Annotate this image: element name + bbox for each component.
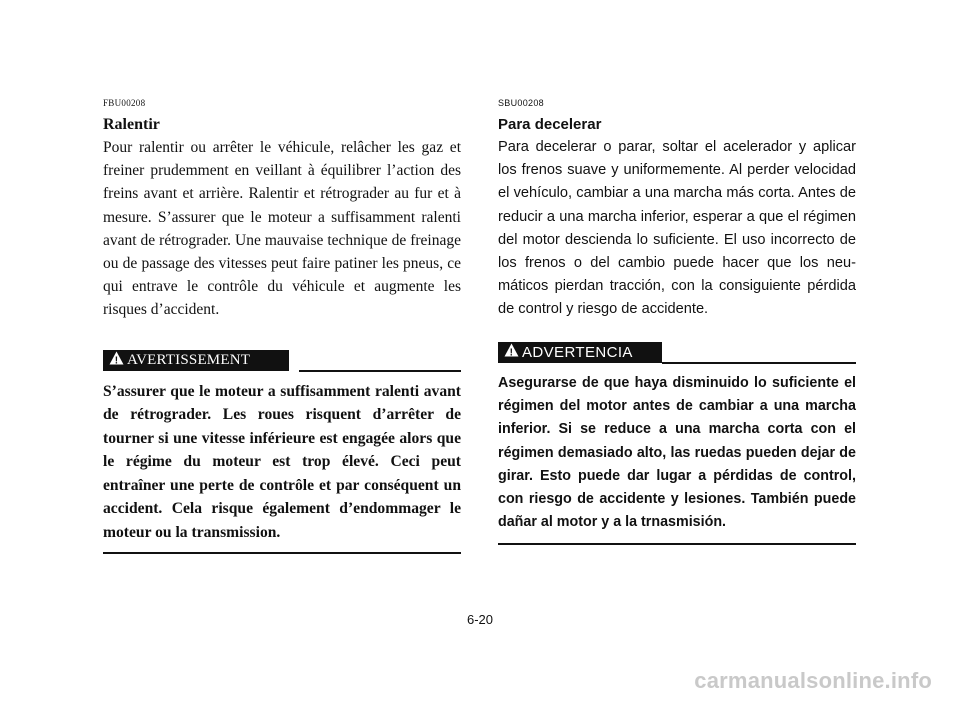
section-code: FBU00208	[103, 98, 146, 108]
warning-header	[103, 350, 461, 372]
warning-text: S’assurer que le moteur a suffisamment ralenti avant de rétrograder. Les roues risquent d’arrêter de tourner si une vitesse inférieure est engagée alors que le régime du moteur est trop élevé. Ceci peut entraîner une perte de contrôle et par conséquent un accident. Cela risque également d’endommager le moteur ou la transmission.	[103, 382, 461, 541]
warning-header-rule	[299, 370, 461, 372]
warning-label: AVERTISSEMENT	[127, 351, 251, 368]
warning-end-rule	[103, 552, 461, 554]
warning-header-rule	[662, 362, 856, 364]
warning-badge	[103, 350, 289, 371]
warning-mark: !	[509, 347, 514, 358]
warning-header	[498, 342, 856, 364]
warning-mark: !	[114, 354, 119, 365]
section-code: SBU00208	[498, 98, 544, 108]
page-number: 6-20	[466, 612, 494, 627]
warning-label: ADVERTENCIA	[522, 343, 633, 361]
warning-badge	[498, 342, 662, 363]
spanish-column	[498, 97, 856, 545]
warning-text: Asegurarse de que haya disminuido lo suficiente el régimen del motor antes de cambiar a una marcha inferior. Si se reduce a una marcha corta con el régimen demasiado alto, las ruedas pueden dejar de girar. Esto puede dar lugar a pérdidas de control, con riesgo de accidente y lesiones. También puede dañar al motor y a la trnasmisión.	[498, 374, 856, 531]
section-body: Pour ralentir ou arrêter le véhicule, relâcher les gaz et freiner prudemment en veillant à équilibrer l’action des freins avant et arrière. Ralentir et rétrograder au fur et à mesure. S’assurer que le moteur a suffisamment ralenti avant de rétrograder. Une mauvaise technique de freinage ou de passage des vitesses peut faire patiner les pneus, ce qui entrave le contrôle du véhicule et augmente les risques d’accident.	[103, 139, 461, 319]
section-heading: Para decelerar	[498, 116, 602, 133]
warning-triangle-icon	[504, 343, 519, 361]
section-body: Para decelerar o parar, soltar el acelerador y aplicar los frenos suave y uniformemente. Al perder velocidad el vehículo, cambiar a una marcha más corta. Antes de reducir a una marcha inferior, esperar a que el régimen del motor descienda lo suficiente. El uso incorrecto de los frenos o del cambio puede hacer que los neumáticos pierdan tracción, con la consiguiente pérdida de control y riesgo de accidente.	[498, 139, 856, 318]
warning-end-rule	[498, 543, 856, 545]
warning-triangle-icon	[109, 351, 124, 370]
french-column	[103, 97, 461, 554]
watermark: carmanualsonline.info	[694, 668, 932, 693]
section-heading: Ralentir	[103, 116, 160, 133]
